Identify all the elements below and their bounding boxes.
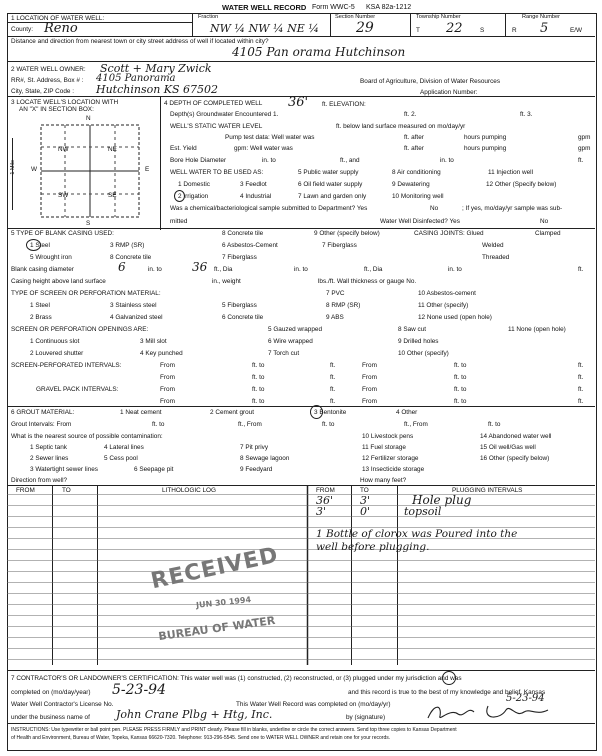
plug-note-1[interactable]: 1 Bottle of clorox was Poured into the [316, 528, 518, 540]
received-stamp: RECEIVED [148, 542, 281, 595]
depth-label: 4 DEPTH OF COMPLETED WELL [164, 100, 263, 107]
plug-row-2-to[interactable]: 0' [360, 505, 371, 518]
casing-depth[interactable]: 36 [192, 260, 208, 274]
section-label: Section Number [335, 14, 376, 20]
completed-date[interactable]: 5-23-94 [112, 682, 166, 698]
plug-row-1-to[interactable]: 3' [360, 494, 371, 507]
owner-label: 2 WATER WELL OWNER: [11, 66, 86, 73]
fraction-value[interactable]: NW ¼ NW ¼ NE ¼ [210, 22, 319, 35]
record-date[interactable]: 5-23-94 [506, 693, 545, 704]
irrigation-circle [174, 190, 185, 202]
fraction-label: Fraction [198, 14, 219, 20]
depth-value[interactable]: 36' [288, 95, 309, 110]
log-table [7, 485, 595, 665]
range-label: Range Number [522, 14, 560, 20]
plug-row-2-text[interactable]: topsoil [404, 505, 442, 518]
received-date-stamp: JUN 30 1994 [195, 595, 252, 610]
city-value[interactable]: Hutchinson KS 67502 [96, 83, 219, 96]
casing-diameter[interactable]: 6 [118, 260, 126, 274]
range-value[interactable]: 5 [540, 21, 549, 36]
board-label: Board of Agriculture, Division of Water Resources [360, 78, 501, 85]
county-value[interactable]: Reno [44, 21, 78, 36]
casing-label: 5 TYPE OF BLANK CASING USED: [11, 230, 114, 237]
address-label: RR#, St. Address, Box # : [11, 77, 84, 84]
range-ew: E/W [570, 27, 583, 34]
application-label: Application Number: [420, 89, 478, 96]
business-name[interactable]: John Crane Plbg + Htg, Inc. [116, 708, 273, 721]
mile-label: 1 Mile [10, 160, 16, 175]
township-s: S [480, 27, 485, 34]
section-value[interactable]: 29 [356, 20, 374, 36]
instructions-1: INSTRUCTIONS: Use typewriter or ball point pen. PLEASE PRESS FIRMLY and PRINT clearly. Please fill in blanks, underline or circle the correct answers. Send top three copies to Kansas Department [11, 727, 457, 733]
plug-row-2-from[interactable]: 3' [316, 505, 327, 518]
city-label: City, State, ZIP Code : [11, 88, 74, 95]
bentonite-circle [310, 405, 323, 419]
locate-label-2: AN "X" IN SECTION BOX: [19, 106, 94, 113]
township-label: Township Number [416, 14, 461, 20]
plugged-circle [442, 671, 456, 685]
owner-name[interactable]: Scott + Mary Zwick [100, 62, 212, 75]
form-number: Form WWC-5 [312, 4, 355, 11]
plug-row-1-text[interactable]: Hole plug [412, 493, 472, 507]
plug-note-2[interactable]: well before plugging. [316, 541, 430, 553]
address-value[interactable]: 4105 Panorama [96, 73, 176, 84]
location-label: 1 LOCATION OF WATER WELL: [11, 15, 105, 22]
steel-circle [26, 239, 41, 251]
bureau-stamp: BUREAU OF WATER [157, 613, 277, 644]
county-label: County: [11, 26, 34, 33]
ksa-number: KSA 82a-1212 [366, 4, 412, 11]
form-title: WATER WELL RECORD [222, 3, 307, 12]
locate-label: 3 LOCATE WELL'S LOCATION WITH [11, 99, 119, 106]
signature [424, 700, 564, 724]
cert-line-1: 7 CONTRACTOR'S OR LANDOWNER'S CERTIFICATION: This water well was (1) constructed, (2) reconstructed, or (3) plugged under my jurisdiction and was [11, 675, 462, 682]
use-label: WELL WATER TO BE USED AS: [170, 169, 264, 176]
plug-row-1-from[interactable]: 36' [316, 494, 334, 507]
section-grid[interactable] [40, 124, 140, 218]
distance-label: Distance and direction from nearest town or city street address of well if located within city? [11, 38, 269, 45]
distance-value[interactable]: 4105 Pan orama Hutchinson [232, 45, 406, 59]
township-value[interactable]: 22 [446, 21, 463, 36]
instructions-2: of Health and Environment, Bureau of Water, Topeka, Kansas 66620-7320. Telephone: 913-296-5545. Send one to WATER WELL OWNER and retain one for your records. [11, 735, 391, 741]
